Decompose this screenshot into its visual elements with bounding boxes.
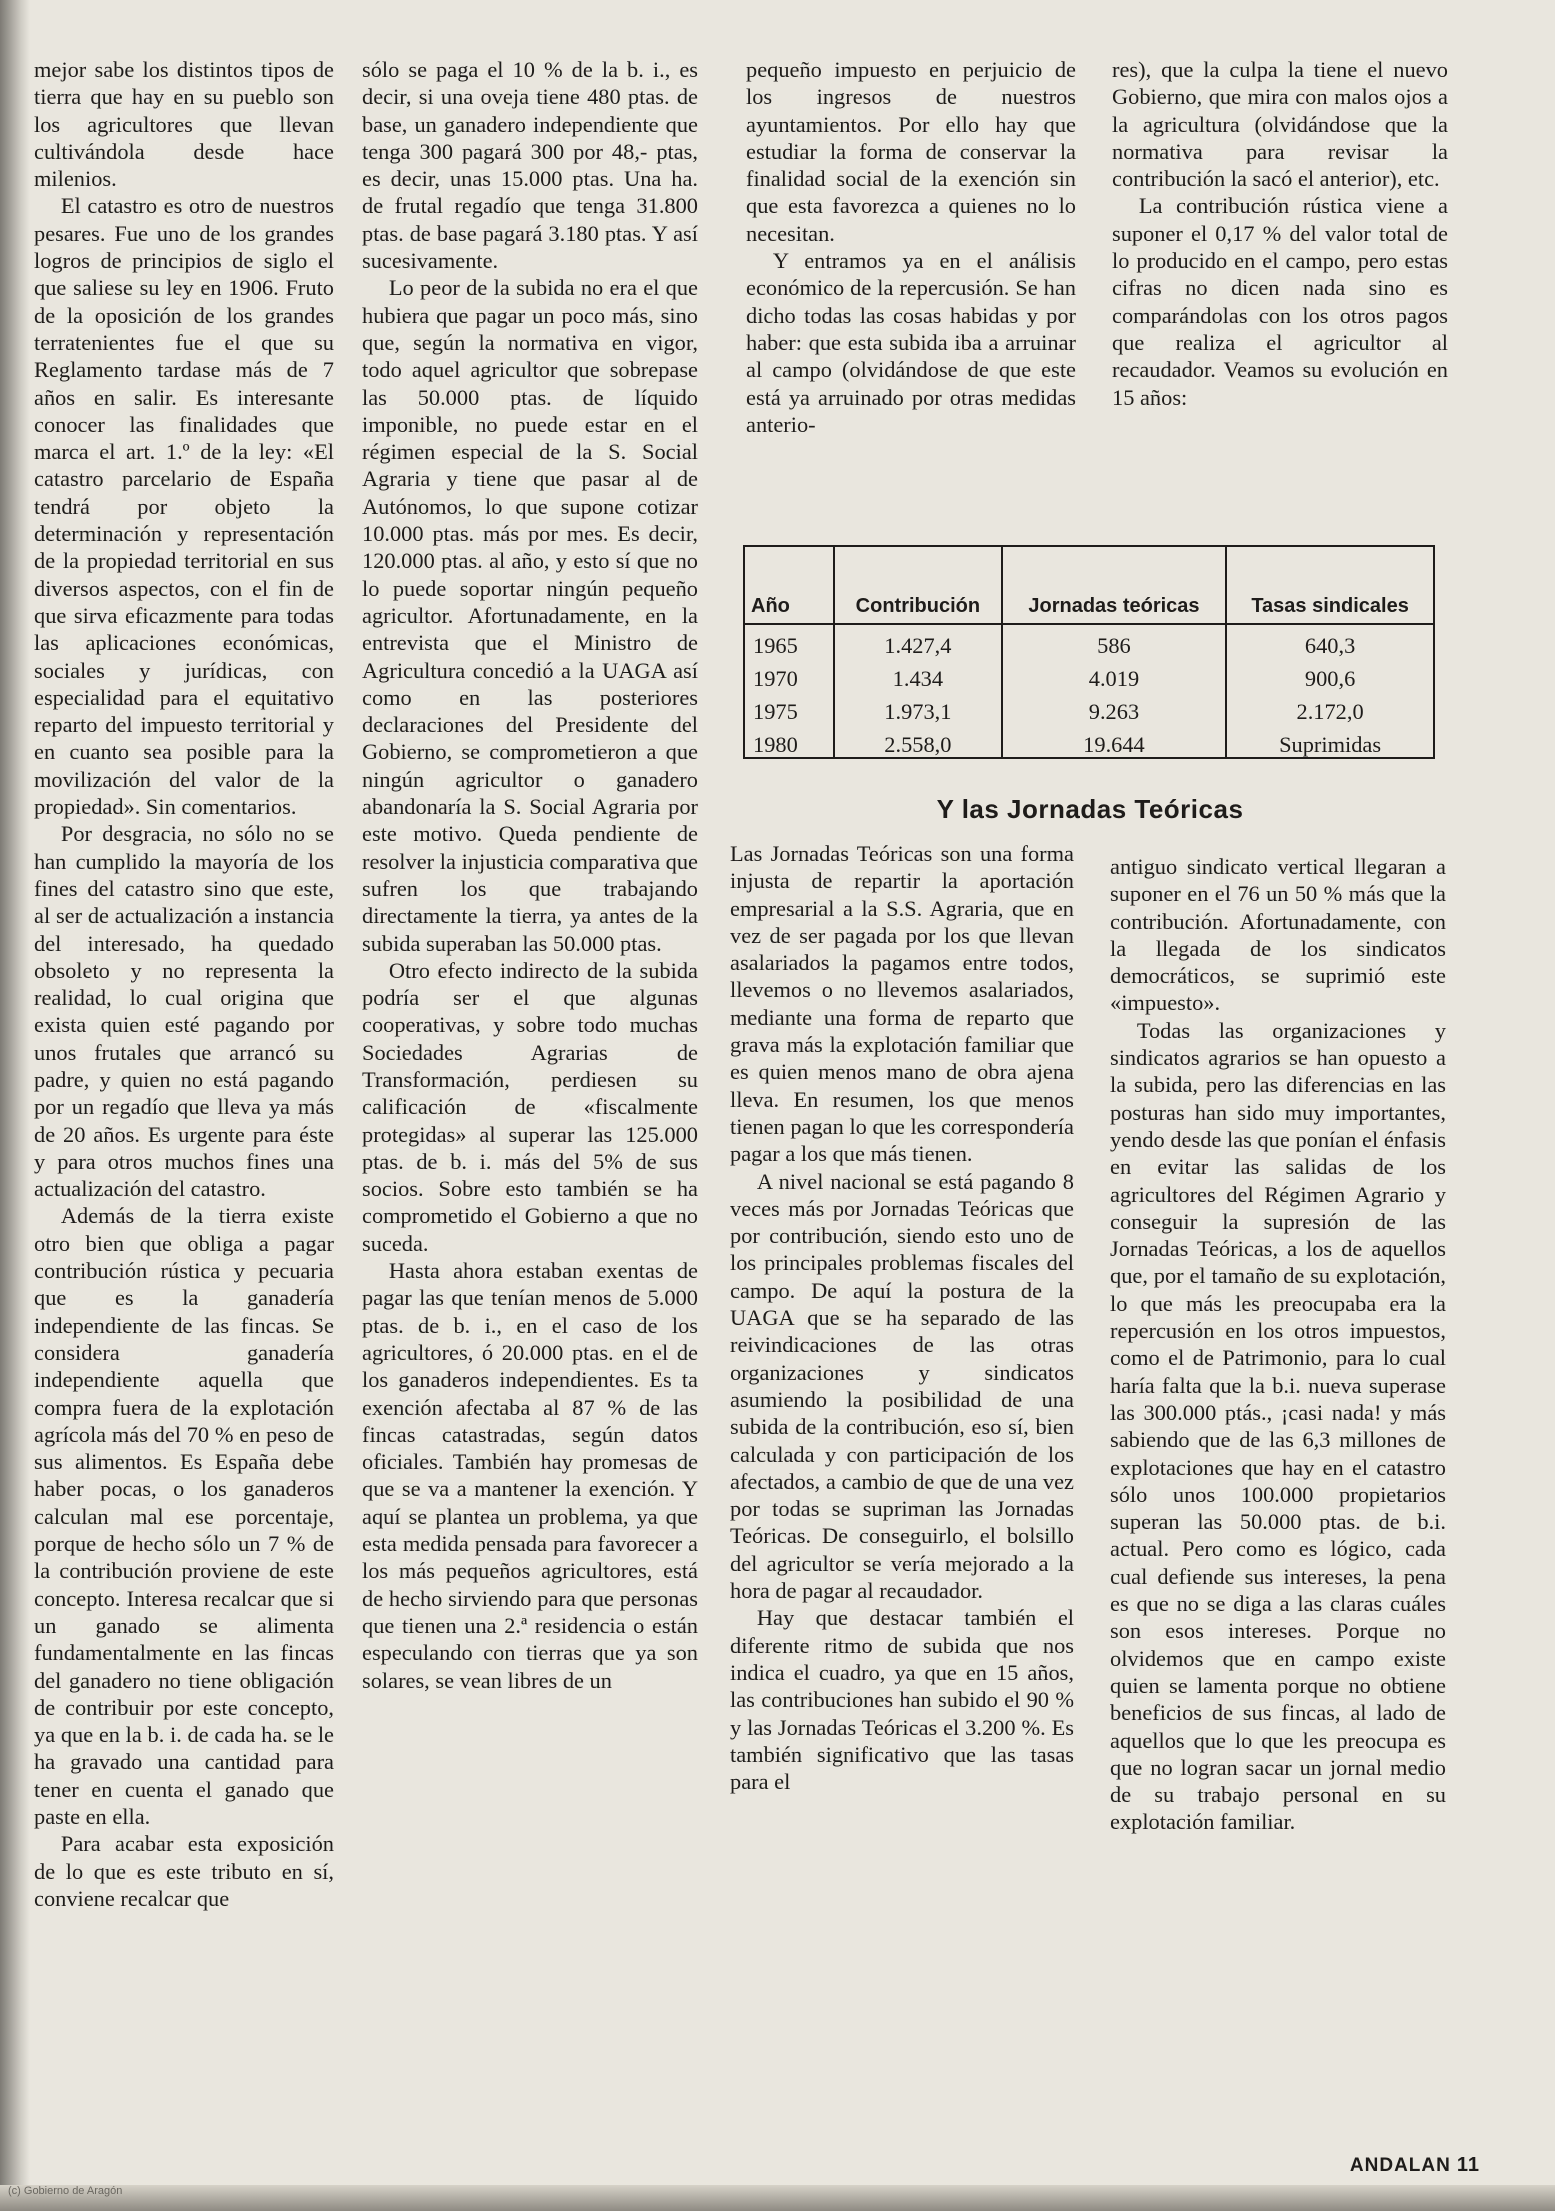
copyright-watermark: (c) Gobierno de Aragón [8, 2185, 123, 2197]
table-row [744, 624, 1434, 658]
page-footer [1350, 2154, 1480, 2177]
column-1 [34, 56, 334, 1912]
header-contribution: Contribución [834, 546, 1002, 624]
paragraph: res), que la culpa la tiene el nuevo Gobierno, que mira con malos ojos a la agricultura (olvidándose que la normativa para revisar la contribución la sacó el anterior), etc. [1112, 57, 1448, 192]
paragraph: El catastro es otro de nuestros pesares. Fue uno de los grandes logros de principios de siglo el que saliese su ley en 1906. Fruto de la oposición de los grandes terratenientes fue el que su Reglamento tardase más de 7 años en salir. Es interesante conocer las finalidades que marca el art. 1.º de la ley: «El catastro parcelario de España tendrá por objeto la determinación y representación de la propiedad territorial en sus diversos aspectos, con el fin de que sirva eficazmente para todas las aplicaciones económicas, sociales y jurídicas, con especialidad para el equitativo reparto del impuesto territorial y en cuanto sea posible para la movilización del valor de la propiedad». Sin comentarios. [34, 193, 334, 820]
paragraph: antiguo sindicato vertical llegaran a suponer en el 76 un 50 % más que la contribución. Afortunadamente, con la llegada de los sindicatos democráticos, se suprimió este «impuesto». [1110, 854, 1446, 1016]
paragraph: sólo se paga el 10 % de la b. i., es decir, si una oveja tiene 480 ptas. de base, un ganadero independiente que tenga 300 pagará 300 por 48,- ptas, es decir, unas 15.000 ptas. Una ha. de frutal regadío que tenga 31.800 ptas. de base pagará 3.180 ptas. Y así sucesivamente. [362, 57, 698, 274]
column-3-bottom [730, 840, 1074, 1795]
cell-contribution: 2.558,0 [834, 724, 1002, 758]
scan-bottom-strip [0, 2185, 1555, 2211]
paragraph: La contribución rústica viene a suponer el 0,17 % del valor total de lo producido en el campo, pero estas cifras no dicen nada sino es comparándolas con los otros pagos que realiza el agricultor al recaudador. Veamos su evolución en 15 años: [1112, 193, 1448, 410]
paragraph: Hay que destacar también el diferente ritmo de subida que nos indica el cuadro, ya que en 15 años, las contribuciones han subido el 90 % y las Jornadas Teóricas el 3.200 %. Es también significativo que las tasas para el [730, 1605, 1074, 1795]
paragraph: Hasta ahora estaban exentas de pagar las que tenían menos de 5.000 ptas. de b. i., en el caso de los agricultores, ó 20.000 ptas. en el de los ganaderos independientes. Es ta exención afectaba al 87 % de las fincas catastradas, según datos oficiales. También hay promesas de que se va a mantener la exención. Y aquí se plantea un problema, ya que esta medida pensada para favorecer a los más pequeños agricultores, está de hecho sirviendo para que personas que tienen una 2.ª residencia o están especulando con tierras que ya son solares, se vean libres de un [362, 1258, 698, 1693]
table-row [744, 724, 1434, 758]
table-row [744, 658, 1434, 691]
paragraph: Además de la tierra existe otro bien que obliga a pagar contribución rústica y pecuaria que es la ganadería independiente de las fincas. Se considera ganadería independiente aquella que compra fuera de la explotación agrícola más del 70 % en peso de sus alimentos. Es España debe haber pocas, o los ganaderos calculan mal ese porcentaje, porque de hecho sólo un 7 % de la contribución proviene de este concepto. Interesa recalcar que si un ganado se alimenta fundamentalmente en las fincas del ganadero no tiene obligación de contribuir por este concepto, ya que en la b. i. de cada ha. se le ha gravado una cantidad para tener en cuenta el ganado que paste en ella. [34, 1203, 334, 1829]
cell-jornadas: 19.644 [1002, 724, 1226, 758]
cell-jornadas: 9.263 [1002, 691, 1226, 724]
cell-tasas: 640,3 [1304, 633, 1356, 658]
cell-year: 1965 [744, 624, 834, 658]
table-row [744, 691, 1434, 724]
header-jornadas: Jornadas teóricas [1002, 546, 1226, 624]
column-4-top [1112, 56, 1448, 411]
evolution-table [743, 545, 1435, 759]
paragraph: Por desgracia, no sólo no se han cumplido la mayoría de los fines del catastro sino que este, al ser de actualización a instancia del interesado, ha quedado obsoleto y no representa la realidad, lo cual origina que exista quien esté pagando por unos frutales que arrancó su padre, y quien no está pagando por un regadío que lleva ya más de 20 años. Es urgente para éste y para otros muchos fines una actualización del catastro. [34, 821, 334, 1202]
paragraph: mejor sabe los distintos tipos de tierra que hay en su pueblo son los agricultores que llevan cultivándola desde hace milenios. [34, 57, 334, 192]
cell-contribution: 1.434 [834, 658, 1002, 691]
paragraph: Lo peor de la subida no era el que hubiera que pagar un poco más, sino que, según la normativa en vigor, todo aquel agricultor que sobrepase las 50.000 ptas. de líquido imponible, no puede estar en el régimen especial de la S. Social Agraria y tiene que pasar al de Autónomos, lo que supone cotizar 10.000 ptas. más por mes. Es decir, 120.000 ptas. al año, y esto sí que no lo puede soportar ningún pequeño agricultor. Afortunadamente, en la entrevista que el Ministro de Agricultura concedió a la UAGA así como en las posteriores declaraciones del Presidente del Gobierno, se comprometieron a que ningún agricultor o ganadero abandonaría la S. Social Agraria por este motivo. Queda pendiente de resolver la injusticia comparativa que sufren los que trabajando directamente la tierra, ya antes de la subida superaban las 50.000 ptas. [362, 275, 698, 956]
paragraph: A nivel nacional se está pagando 8 veces más por Jornadas Teóricas que por contribución, siendo esto uno de los principales problemas fiscales del campo. De aquí la postura de la UAGA que se ha separado de las reivindicaciones de las otras organizaciones y sindicatos asumiendo la posibilidad de una subida de la contribución, eso sí, bien calculada y con participación de los afectados, a cambio de que de una vez por todas se supriman las Jornadas Teóricas. De conseguirlo, el bolsillo del agricultor se vería mejorado a la hora de pagar al recaudador. [730, 1168, 1074, 1604]
paragraph: Para acabar esta exposición de lo que es este tributo en sí, conviene recalcar que [34, 1831, 334, 1911]
table-header-row [744, 546, 1434, 624]
header-tasas: Tasas sindicales [1226, 546, 1434, 624]
header-year: Año [744, 546, 834, 624]
section-heading: Y las Jornadas Teóricas [936, 794, 1244, 824]
cell-jornadas: 4.019 [1002, 658, 1226, 691]
cell-year: 1975 [744, 691, 834, 724]
page-edge-shadow [0, 0, 30, 2211]
paragraph: Todas las organizaciones y sindicatos agrarios se han opuesto a la subida, pero las diferencias en las posturas han sido muy importantes, yendo desde las que ponían el énfasis en evitar las salidas de los agricultores del Régimen Agrario y conseguir la supresión de las Jornadas Teóricas, a los de aquellos que, por el tamaño de su explotación, lo que más les preocupaba era la repercusión en los otros impuestos, como el de Patrimonio, para lo cual haría falta que la b.i. nueva superase las 300.000 ptás., ¡casi nada! y más sabiendo que de las 6,3 millones de explotaciones que hay en el catastro sólo unos 100.000 propietarios superan las 50.000 ptas. de b.i. actual. Pero como es lógico, cada cual defiende sus intereses, la pena es que no se diga a las claras cuáles son esos intereses. Porque no olvidemos que en campo existe quien se lamenta porque no obtiene beneficios de sus fincas, al lado de aquellos que lo que les preocupa es que no logran sacar un jornal medio de su trabajo personal en su explotación familiar. [1110, 1017, 1446, 1835]
paragraph: Y entramos ya en el análisis económico de la repercusión. Se han dicho todas las cosas habidas y por haber: que esta subida iba a arruinar al campo (olvidándose de que este está ya arruinado por otras medidas anterio- [746, 248, 1076, 437]
cell-contribution: 1.427,4 [834, 624, 1002, 658]
cell-tasas: 900,6 [1304, 666, 1356, 691]
cell-tasas: Suprimidas [1279, 732, 1382, 757]
cell-contribution: 1.973,1 [834, 691, 1002, 724]
column-2 [362, 56, 698, 1694]
cell-year: 1970 [744, 658, 834, 691]
cell-jornadas: 586 [1002, 624, 1226, 658]
magazine-name: ANDALAN [1349, 2155, 1451, 2176]
column-3-top [746, 56, 1076, 438]
paragraph: pequeño impuesto en perjuicio de los ingresos de nuestros ayuntamientos. Por ello hay que estudiar la forma de conservar la finalidad social de la exención sin que esta favorezca a quienes no lo necesitan. [746, 57, 1076, 246]
page-number: 11 [1456, 2154, 1480, 2176]
cell-year: 1980 [744, 724, 834, 758]
cell-tasas: 2.172,0 [1296, 699, 1364, 724]
column-4-bottom [1110, 853, 1446, 1836]
paragraph: Las Jornadas Teóricas son una forma injusta de repartir la aportación empresarial a la S.S. Agraria, que en vez de ser pagada por los que llevan asalariados la pagamos entre todos, llevemos o no llevemos asalariados, mediante una forma de reparto que grava más la explotación familiar que es quien menos mano de obra ajena lleva. En resumen, los que menos tienen pagan lo que les correspondería pagar a los que más tienen. [730, 841, 1074, 1167]
paragraph: Otro efecto indirecto de la subida podría ser el que algunas cooperativas, y sobre todo muchas Sociedades Agrarias de Transformación, perdiesen su calificación de «fiscalmente protegidas» al superar las 125.000 ptas. de b. i. más del 5% de sus socios. Sobre esto también se ha comprometido el Gobierno a que no suceda. [362, 957, 698, 1256]
